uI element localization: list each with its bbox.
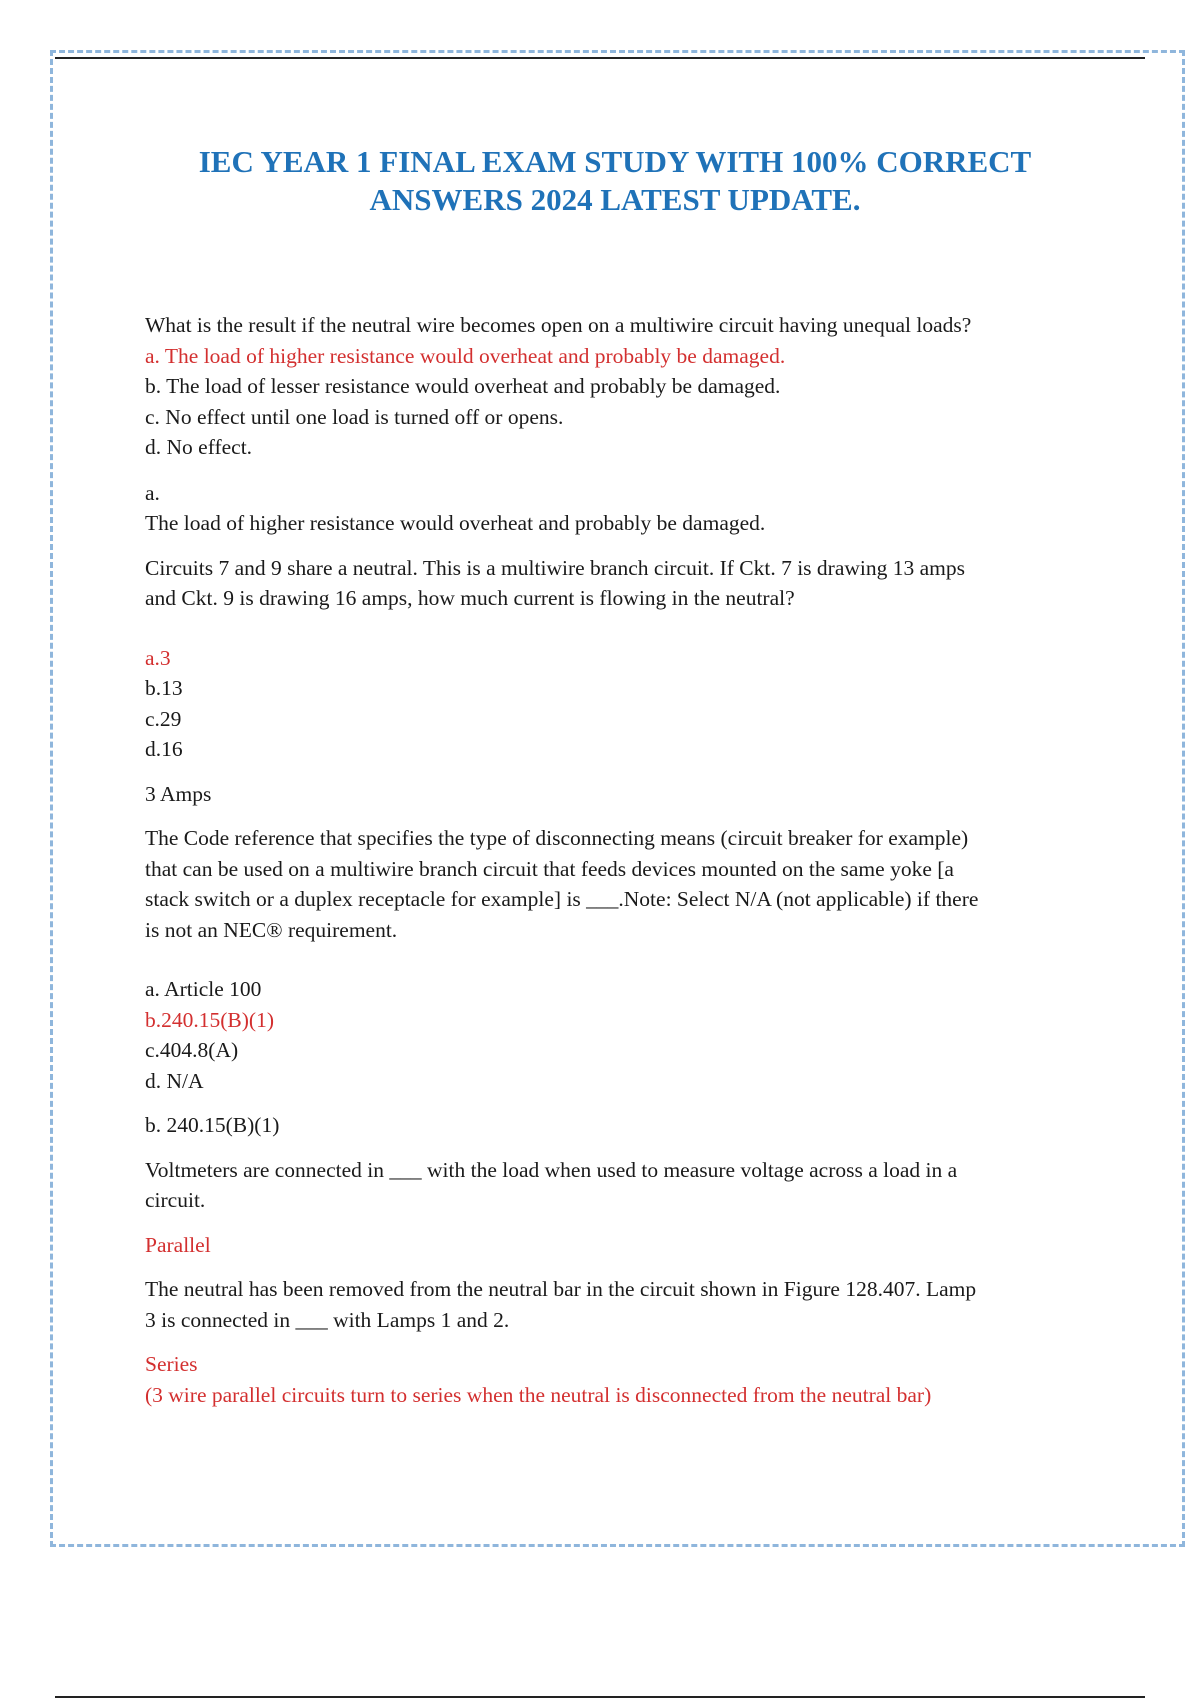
question-text: Circuits 7 and 9 share a neutral. This is a multiwire branch circuit. If Ckt. 7 is drawing 13 amps <box>145 555 966 580</box>
title-line-2: ANSWERS 2024 LATEST UPDATE. <box>369 182 861 217</box>
answer-option: c. No effect until one load is turned off or opens. <box>145 404 564 429</box>
answer-option: c.29 <box>145 706 182 731</box>
answer-text: a. <box>145 480 160 505</box>
answer-option-correct: a. The load of higher resistance would overheat and probably be damaged. <box>145 343 786 368</box>
question-text: and Ckt. 9 is drawing 16 amps, how much current is flowing in the neutral? <box>145 586 795 610</box>
question-text: The Code reference that specifies the type of disconnecting means (circuit breaker for example) <box>145 826 969 850</box>
top-rule <box>55 57 1145 59</box>
question-text: that can be used on a multiwire branch circuit that feeds devices mounted on the same yoke [a <box>145 856 954 881</box>
document-body <box>145 310 1095 1410</box>
question-block <box>145 310 1095 539</box>
document-title <box>120 143 1110 219</box>
answer-text: The load of higher resistance would overheat and probably be damaged. <box>145 511 766 535</box>
question-block <box>145 1155 1095 1261</box>
question-text: stack switch or a duplex receptacle for example] is ___.Note: Select N/A (not applicable) if there <box>145 887 979 911</box>
answer-option: c.404.8(A) <box>145 1038 239 1062</box>
question-text: What is the result if the neutral wire becomes open on a multiwire circuit having unequal loads? <box>145 313 972 337</box>
question-block <box>145 1274 1095 1410</box>
question-text: The neutral has been removed from the neutral bar in the circuit shown in Figure 128.407. Lamp <box>145 1277 977 1301</box>
answer-option: a. Article 100 <box>145 977 262 1001</box>
question-text: 3 is connected in ___ with Lamps 1 and 2. <box>145 1307 510 1332</box>
question-block <box>145 553 1095 810</box>
question-text: circuit. <box>145 1188 206 1212</box>
answer-explanation: (3 wire parallel circuits turn to series when the neutral is disconnected from the neutral bar) <box>145 1382 932 1407</box>
answer-option-correct: a.3 <box>145 645 171 670</box>
answer-text: b. 240.15(B)(1) <box>145 1113 280 1137</box>
answer-option: d.16 <box>145 737 183 761</box>
title-line-1: IEC YEAR 1 FINAL EXAM STUDY WITH 100% CORRECT <box>198 144 1032 179</box>
answer-option: d. No effect. <box>145 435 253 459</box>
question-block <box>145 823 1095 1141</box>
answer-option-correct: b.240.15(B)(1) <box>145 1007 274 1032</box>
bottom-rule <box>55 1696 1145 1698</box>
answer-option: d. N/A <box>145 1068 204 1093</box>
question-text: is not an NEC® requirement. <box>145 917 398 942</box>
answer-text-correct: Series <box>145 1352 198 1376</box>
answer-text: 3 Amps <box>145 781 212 806</box>
answer-text-correct: Parallel <box>145 1232 211 1257</box>
answer-option: b. The load of lesser resistance would overheat and probably be damaged. <box>145 374 781 398</box>
question-text: Voltmeters are connected in ___ with the load when used to measure voltage across a load in a <box>145 1157 958 1182</box>
answer-option: b.13 <box>145 676 183 700</box>
